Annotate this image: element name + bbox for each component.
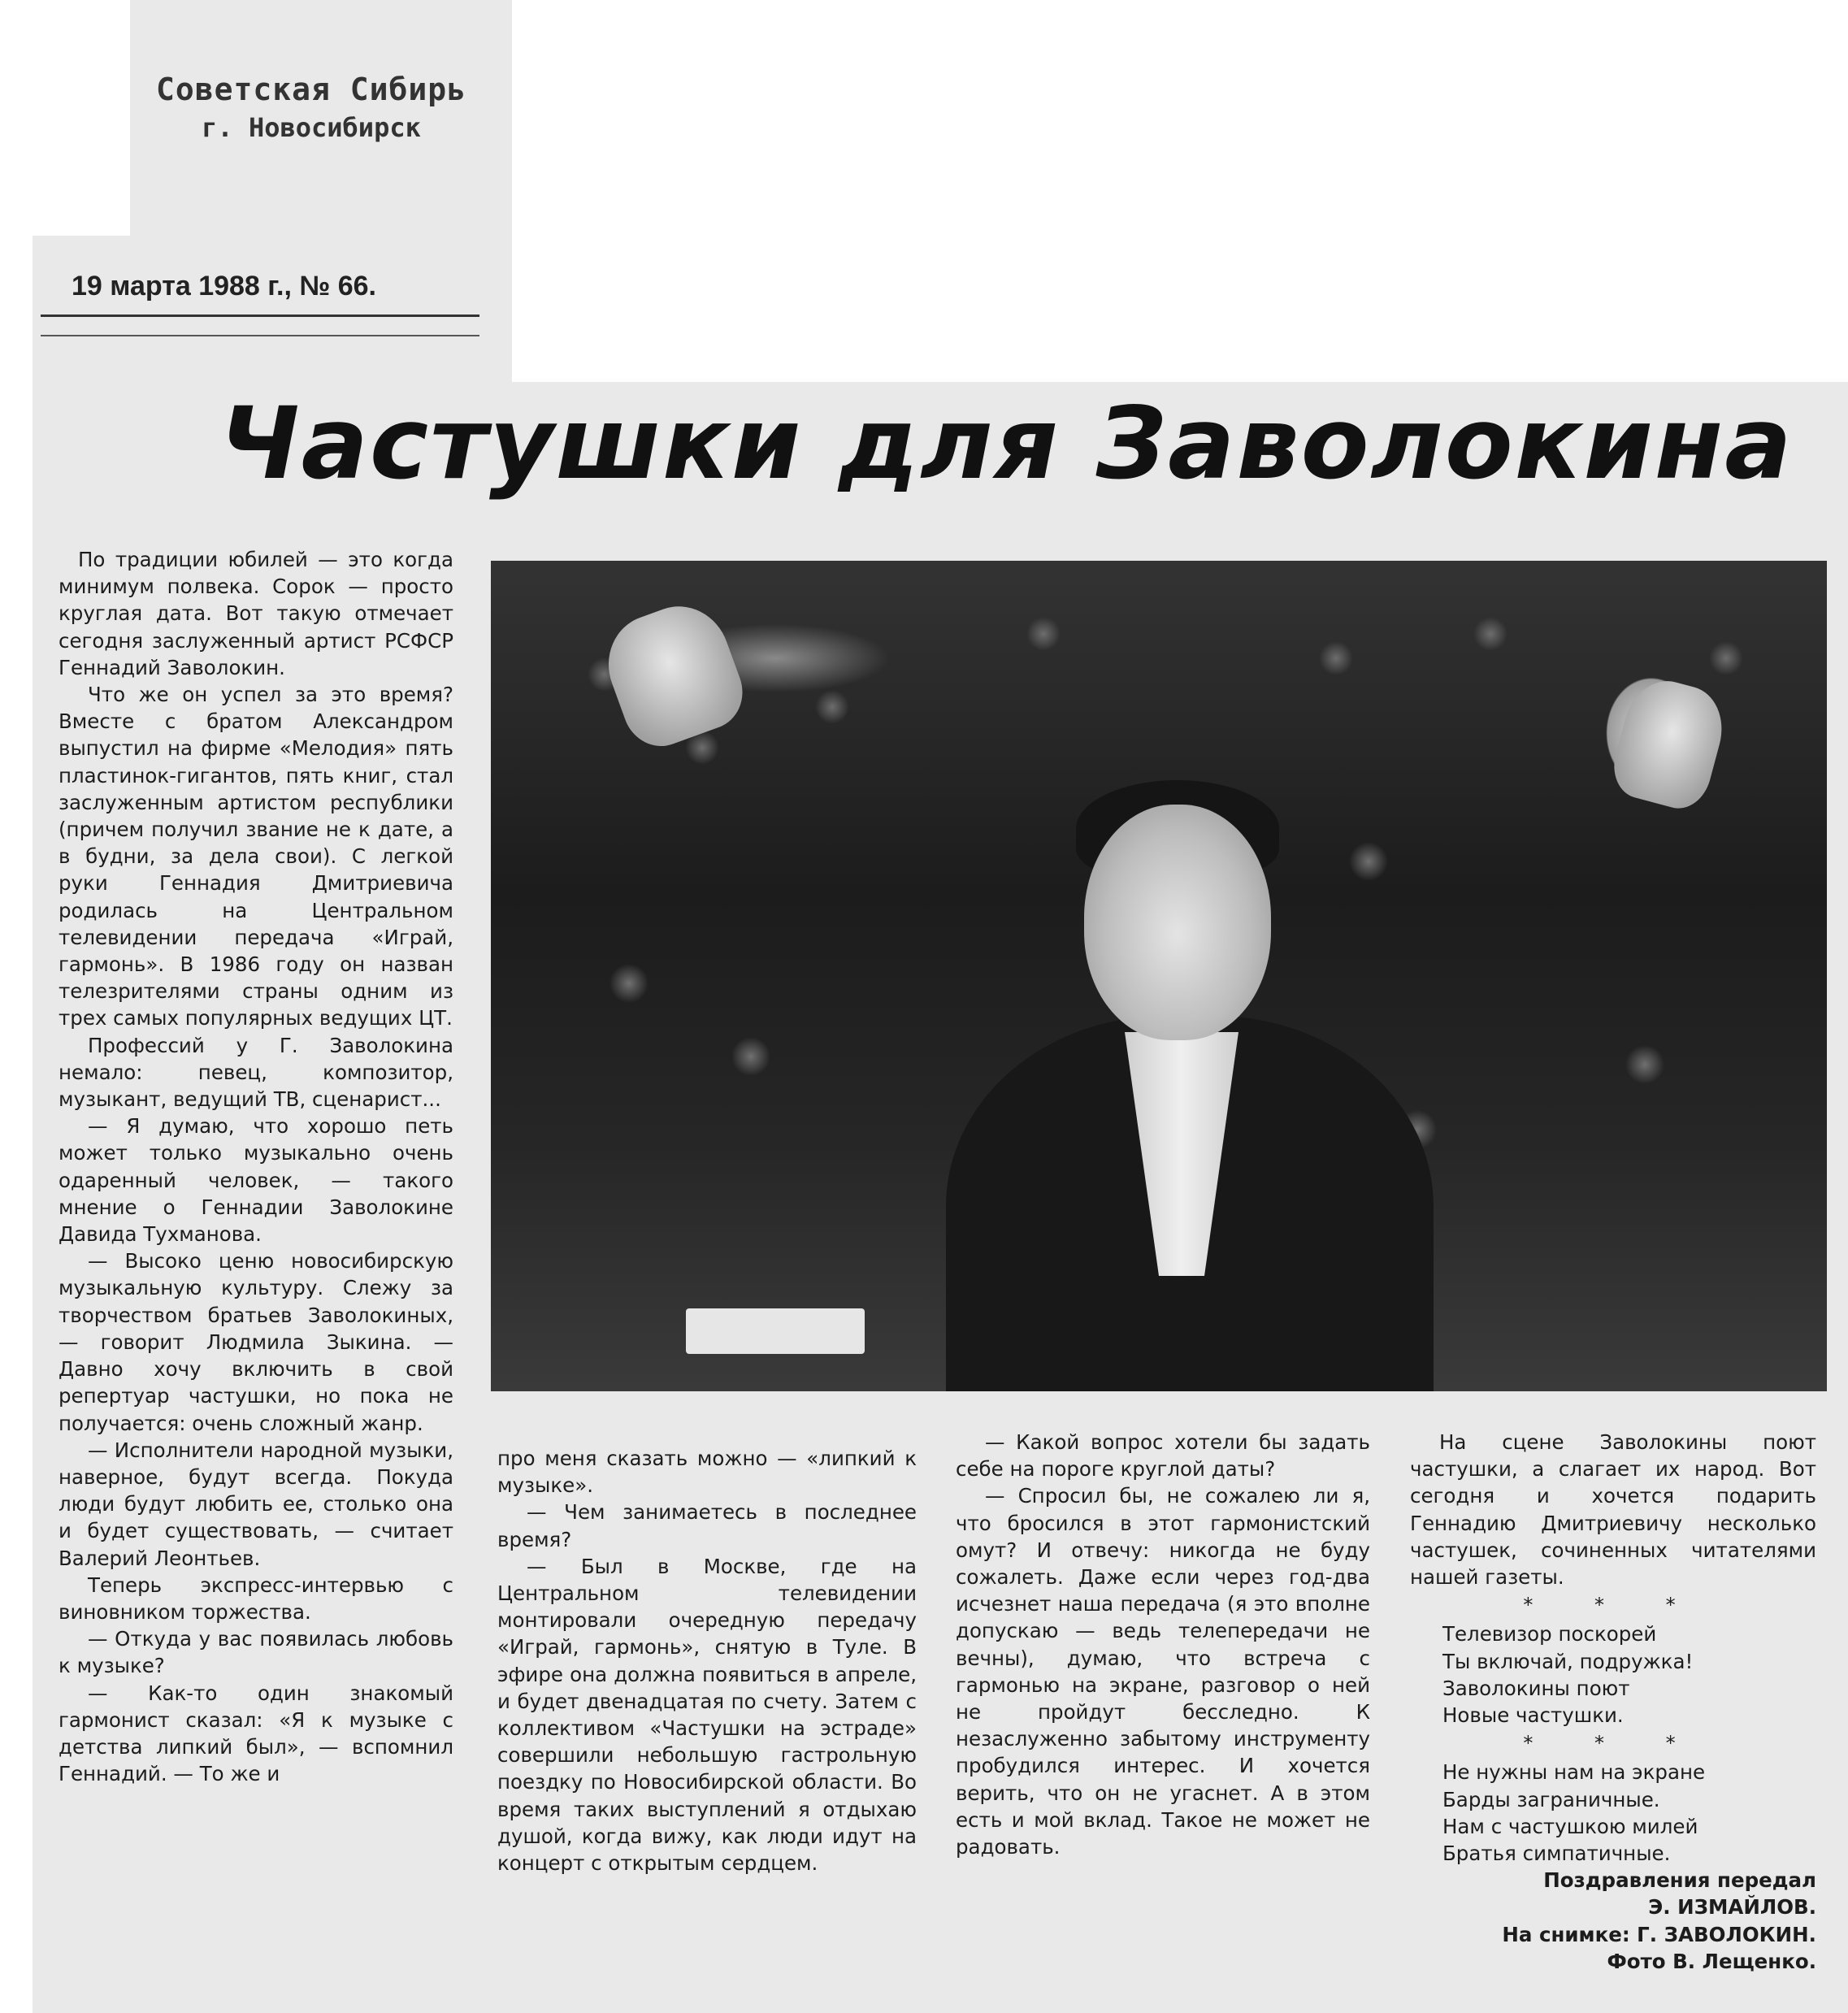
divider-rule — [41, 335, 479, 336]
verse-line: Новые частушки. — [1442, 1703, 1624, 1728]
paragraph: — Какой вопрос хотели бы задать себе на пороге круглой даты? — [956, 1430, 1370, 1482]
verse-line: Телевизор поскорей — [1442, 1622, 1657, 1646]
photo-stage-sign — [686, 1308, 865, 1354]
verse-separator: * * * — [1523, 1594, 1703, 1617]
paragraph: — Исполнители народной музыки, наверное, будут всегда. Покуда люди будут любить ее, столько она и будет существовать, — считает Валерий Леонтьев. — [59, 1438, 453, 1570]
divider-rule — [41, 315, 479, 317]
article-column-1 — [59, 546, 453, 1787]
article-column-4 — [1410, 1429, 1816, 1975]
article-photo — [491, 561, 1827, 1391]
paragraph: — Откуда у вас появилась любовь к музыке? — [59, 1627, 453, 1678]
verse-line: Заволокины поют — [1442, 1676, 1630, 1700]
article-column-2 — [497, 1445, 917, 1876]
photo-credit: Фото В. Лещенко. — [1607, 1949, 1816, 1973]
paragraph: — Высоко ценю новосибирскую музыкальную культуру. Слежу за творчеством братьев Заволокиных, — говорит Людмила Зыкина. — Давно хочу включить в свой репертуар частушки, но пока не получается: очень сложный жанр. — [59, 1249, 453, 1435]
paragraph: — Я думаю, что хорошо петь может только музыкально очень одаренный человек, — такого мнение о Геннадии Заволокине Давида Тухманова. — [59, 1114, 453, 1247]
paragraph: про меня сказать можно — «липкий к музыке». — [497, 1447, 917, 1498]
chastushka-verse-2 — [1410, 1759, 1816, 1867]
paragraph: Теперь экспресс-интервью с виновником торжества. — [59, 1573, 453, 1624]
paragraph: — Спросил бы, не сожалею ли я, что бросился в этот гармонистский омут? И отвечу: никогда не буду сожалеть. Даже если через год-два исчезнет наша передача (я это вполне допускаю — ведь телепередачи не вечны), думаю, что встреча с гармонью на экране, разговор о ней не пройдут бесследно. К незаслуженно забытому инструменту пробудился интерес. И хочется верить, что он не угаснет. А в этом есть и мой вклад. Такое не может не радовать. — [956, 1484, 1370, 1859]
clipping-top-piece — [130, 0, 512, 382]
verse-line: Не нужны нам на экране — [1442, 1760, 1706, 1785]
verse-line: Ты включай, подружка! — [1442, 1649, 1694, 1673]
paragraph: Что же он успел за это время? Вместе с братом Александром выпустил на фирме «Мелодия» пять пластинок-гигантов, пять книг, стал заслуженным артистом республики (причем получил звание не к дате, а в будни, за дела свои). С легкой руки Геннадия Дмитриевича родилась на Центральном телевидении передача «Играй, гармонь». В 1986 году он назван телезрителями страны одним из трех самых популярных ведущих ЦТ. — [59, 683, 453, 1030]
paragraph: — Как-то один знакомый гармонист сказал: «Я к музыке с детства липкий был», — вспомнил Геннадий. — То же и — [59, 1681, 453, 1786]
paragraph: На сцене Заволокины поют частушки, а слагает их народ. Вот сегодня и хочется подарить Геннадию Дмитриевичу несколько частушек, сочиненных читателями нашей газеты. — [1410, 1430, 1816, 1590]
photo-caption: На снимке: Г. ЗАВОЛОКИН. — [1502, 1922, 1816, 1946]
author-signature: Э. ИЗМАЙЛОВ. — [1648, 1895, 1816, 1920]
verse-line: Барды заграничные. — [1442, 1787, 1660, 1811]
newspaper-masthead — [153, 72, 470, 143]
chastushka-verse-1 — [1410, 1620, 1816, 1729]
newspaper-city: г. Новосибирск — [202, 112, 421, 143]
article-column-3 — [956, 1429, 1370, 1860]
verse-line: Нам с частушкою милей — [1442, 1814, 1698, 1838]
article-headline: Частушки для Заволокина — [219, 386, 1794, 501]
paragraph: — Чем занимаетесь в последнее время? — [497, 1500, 917, 1551]
signature-line: Поздравления передал — [1543, 1868, 1816, 1893]
issue-dateline: 19 марта 1988 г., № 66. — [72, 271, 376, 302]
paragraph: Профессий у Г. Заволокина немало: певец, композитор, музыкант, ведущий ТВ, сценарист... — [59, 1033, 453, 1112]
paragraph: По традиции юбилей — это когда минимум полвека. Сорок — просто круглая дата. Вот такую отмечает сегодня заслуженный артист РСФСР Геннадий Заволокин. — [59, 548, 453, 679]
verse-line: Братья симпатичные. — [1442, 1842, 1671, 1866]
clipping-left-strip — [33, 236, 138, 398]
photo-smiling-face — [1084, 805, 1271, 1040]
paragraph: — Был в Москве, где на Центральном телевидении монтировали очередную передачу «Играй, гармонь», снятую в Туле. В эфире она должна появиться в апреле, и будет двенадцатая по счету. Затем с коллективом «Частушки на эстраде» совершили небольшую гастрольную поездку по Новосибирской области. Во время таких выступлений я отдыхаю душой, когда вижу, как люди идут на концерт с открытым сердцем. — [497, 1554, 917, 1876]
newspaper-name: Советская Сибирь — [155, 72, 467, 107]
verse-separator: * * * — [1523, 1732, 1703, 1755]
